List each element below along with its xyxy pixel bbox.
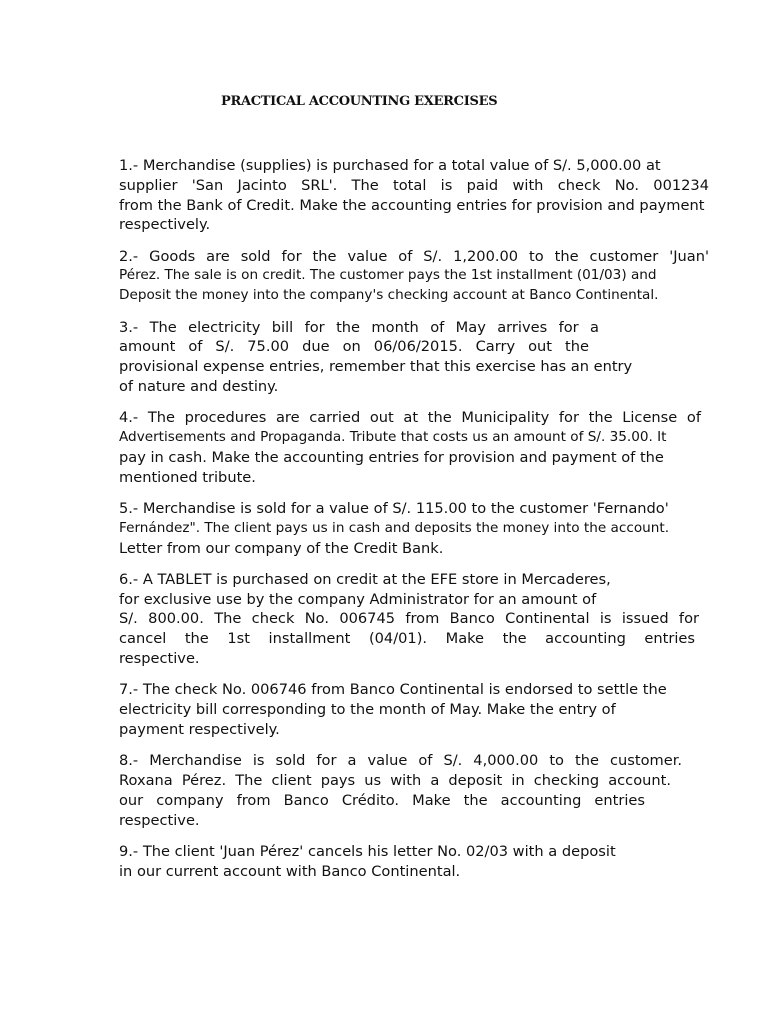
exercise-line: respective. [119, 650, 200, 668]
exercise-line: 2.- Goods are sold for the value of S/. 1,200.00 to the customer 'Juan' [119, 247, 709, 265]
exercise-line: 8.- Merchandise is sold for a value of S/. 4,000.00 to the customer. [119, 752, 682, 770]
exercise-line: supplier 'San Jacinto SRL'. The total is paid with check No. 001234 [119, 176, 709, 194]
exercise-list [119, 156, 709, 893]
exercise-line: 5.- Merchandise is sold for a value of S/. 115.00 to the customer 'Fernando' [119, 499, 669, 517]
exercise-line: Roxana Pérez. The client pays us with a deposit in checking account. [119, 772, 671, 790]
exercise-line: respectively. [119, 216, 211, 234]
exercise-line: Deposit the money into the company's checking account at Banco Continental. [119, 287, 659, 304]
exercise-line: from the Bank of Credit. Make the accounting entries for provision and payment [119, 196, 705, 214]
exercise-line: provisional expense entries, remember that this exercise has an entry [119, 358, 633, 376]
exercise-line: 6.- A TABLET is purchased on credit at the EFE store in Mercaderes, [119, 570, 611, 588]
exercise-9 [119, 842, 709, 882]
exercise-line: S/. 800.00. The check No. 006745 from Banco Continental is issued for [119, 610, 699, 628]
exercise-line: electricity bill corresponding to the month of May. Make the entry of [119, 701, 616, 719]
exercise-line: 7.- The check No. 006746 from Banco Continental is endorsed to settle the [119, 681, 667, 699]
exercise-4 [119, 408, 709, 487]
exercise-line: 1.- Merchandise (supplies) is purchased for a total value of S/. 5,000.00 at [119, 157, 661, 174]
exercise-line: in our current account with Banco Continental. [119, 862, 461, 880]
exercise-line: for exclusive use by the company Administrator for an amount of [119, 590, 597, 608]
exercise-line: Pérez. The sale is on credit. The customer pays the 1st installment (01/03) and [119, 267, 657, 284]
exercise-line: 4.- The procedures are carried out at the Municipality for the License of [119, 409, 701, 427]
exercise-7 [119, 680, 709, 739]
exercise-line: payment respectively. [119, 720, 280, 738]
exercise-5 [119, 499, 709, 558]
exercise-line: respective. [119, 811, 200, 829]
exercise-line: Letter from our company of the Credit Bank. [119, 539, 444, 557]
exercise-line: cancel the 1st installment (04/01). Make the accounting entries [119, 630, 695, 648]
exercise-line: our company from Banco Crédito. Make the accounting entries [119, 791, 645, 809]
exercise-2 [119, 247, 709, 306]
exercise-line: of nature and destiny. [119, 377, 279, 395]
document-title: PRACTICAL ACCOUNTING EXERCISES [221, 94, 498, 109]
exercise-3 [119, 318, 633, 397]
exercise-line: amount of S/. 75.00 due on 06/06/2015. Carry out the [119, 338, 589, 356]
exercise-8 [119, 751, 709, 830]
exercise-line: pay in cash. Make the accounting entries for provision and payment of the [119, 448, 664, 466]
exercise-line: Fernández". The client pays us in cash and deposits the money into the account. [119, 519, 670, 536]
exercise-line: 3.- The electricity bill for the month of May arrives for a [119, 318, 599, 336]
exercise-line: Advertisements and Propaganda. Tribute that costs us an amount of S/. 35.00. It [119, 429, 667, 446]
exercise-line: 9.- The client 'Juan Pérez' cancels his letter No. 02/03 with a deposit [119, 842, 616, 860]
exercise-1 [119, 156, 709, 235]
exercise-6 [119, 570, 709, 669]
exercise-line: mentioned tribute. [119, 468, 256, 486]
